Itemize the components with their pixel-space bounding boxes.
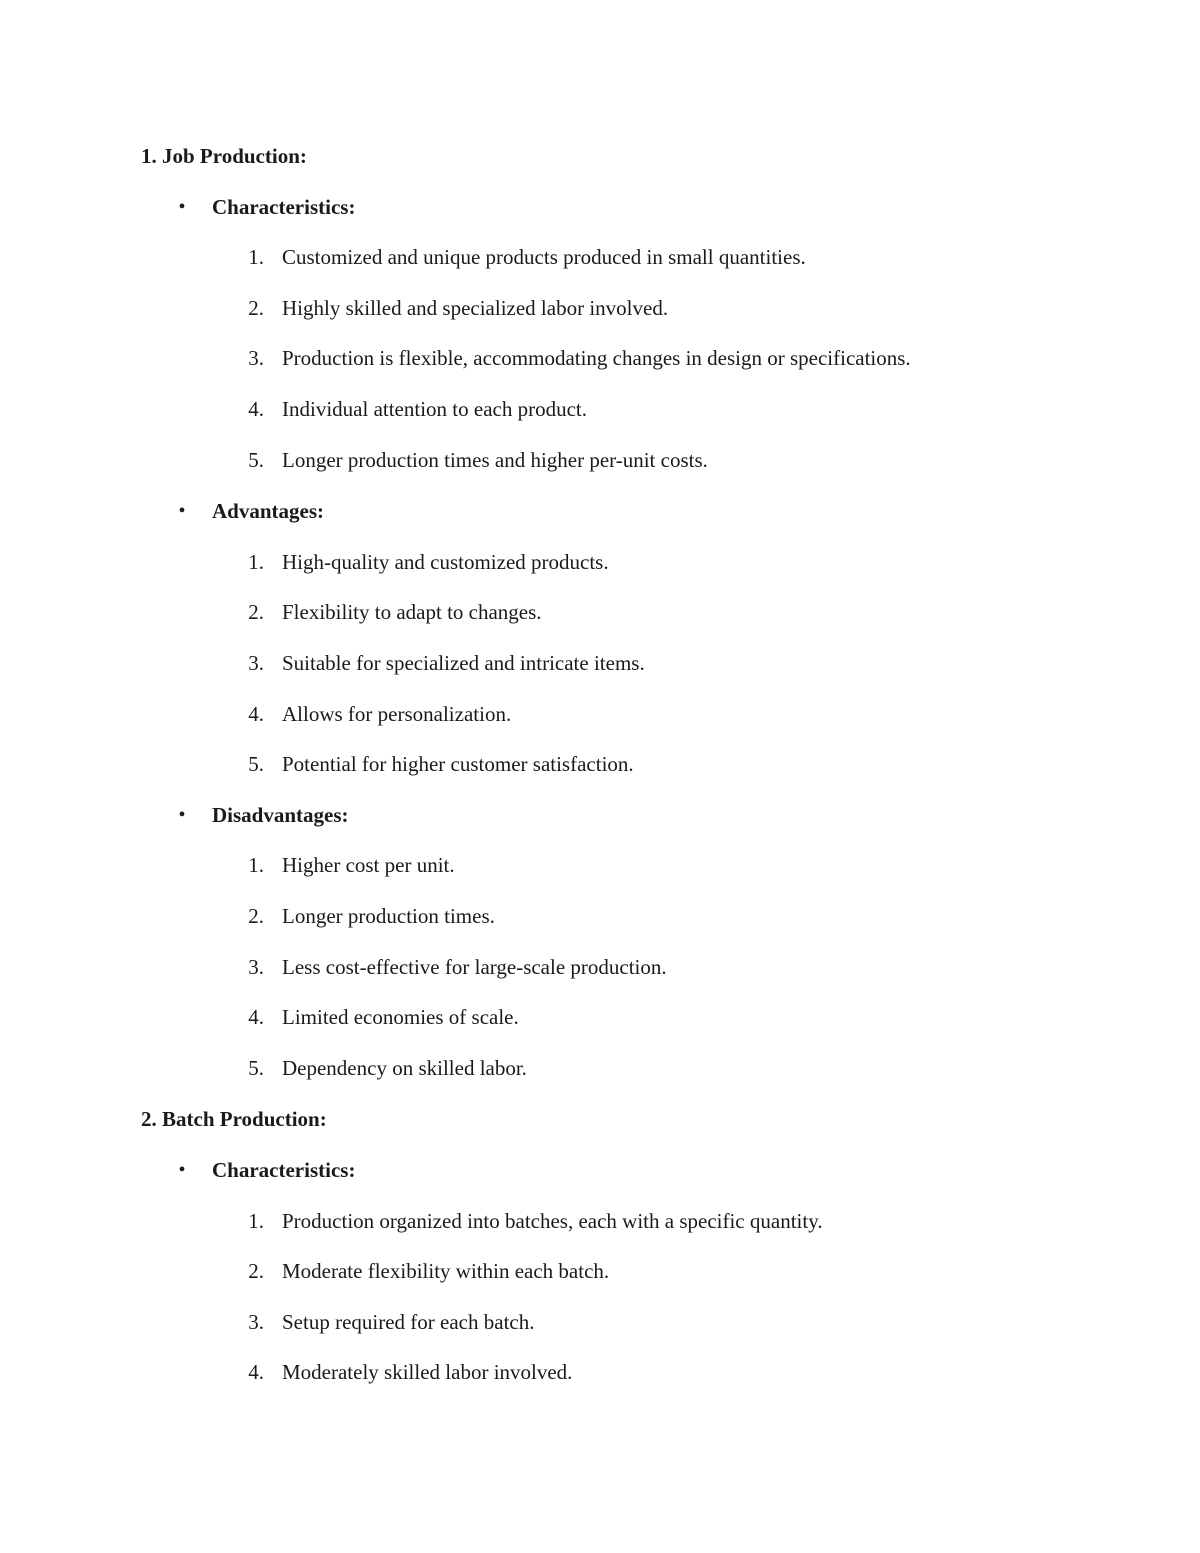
item-text: Dependency on skilled labor. — [282, 1056, 527, 1080]
item-text: High-quality and customized products. — [282, 550, 609, 574]
item-number: 4. — [248, 1360, 264, 1384]
item-text: Moderate flexibility within each batch. — [282, 1259, 610, 1283]
item-text: Production organized into batches, each with a specific quantity. — [282, 1209, 823, 1233]
item-number: 1. — [248, 550, 264, 574]
item-number: 5. — [248, 448, 264, 472]
item-number: 3. — [248, 346, 264, 370]
item-text: Production is flexible, accommodating changes in design or specifications. — [282, 346, 911, 370]
item-text: Setup required for each batch. — [282, 1310, 535, 1334]
item-number: 4. — [248, 702, 264, 726]
item-number: 2. — [248, 904, 264, 928]
item-number: 3. — [248, 651, 264, 675]
item-number: 3. — [248, 1310, 264, 1334]
item-number: 4. — [248, 1005, 264, 1029]
item-number: 3. — [248, 955, 264, 979]
item-text: Longer production times and higher per-unit costs. — [282, 448, 708, 472]
item-number: 5. — [248, 752, 264, 776]
item-text: Individual attention to each product. — [282, 397, 587, 421]
bullet-icon: • — [178, 196, 186, 218]
item-text: Allows for personalization. — [282, 702, 512, 726]
item-text: Moderately skilled labor involved. — [282, 1360, 573, 1384]
item-number: 2. — [248, 1259, 264, 1283]
group-label: Disadvantages: — [212, 803, 349, 827]
group-label: Characteristics: — [212, 195, 356, 219]
item-text: Suitable for specialized and intricate items. — [282, 651, 645, 675]
item-number: 1. — [248, 853, 264, 877]
item-text: Higher cost per unit. — [282, 853, 455, 877]
bullet-icon: • — [178, 500, 186, 522]
item-number: 1. — [248, 1209, 264, 1233]
item-number: 2. — [248, 296, 264, 320]
item-text: Highly skilled and specialized labor involved. — [282, 296, 669, 320]
item-number: 5. — [248, 1056, 264, 1080]
item-text: Less cost-effective for large-scale production. — [282, 955, 667, 979]
bullet-icon: • — [178, 804, 186, 826]
section-heading-batch-production: 2. Batch Production: — [141, 1107, 327, 1131]
group-label: Characteristics: — [212, 1158, 356, 1182]
item-text: Limited economies of scale. — [282, 1005, 519, 1029]
section-heading-job-production: 1. Job Production: — [141, 144, 307, 168]
item-text: Customized and unique products produced in small quantities. — [282, 245, 806, 269]
item-text: Potential for higher customer satisfaction. — [282, 752, 634, 776]
item-number: 2. — [248, 600, 264, 624]
item-text: Longer production times. — [282, 904, 495, 928]
bullet-icon: • — [178, 1159, 186, 1181]
group-label: Advantages: — [212, 499, 325, 523]
item-number: 4. — [248, 397, 264, 421]
item-number: 1. — [248, 245, 264, 269]
item-text: Flexibility to adapt to changes. — [282, 600, 542, 624]
